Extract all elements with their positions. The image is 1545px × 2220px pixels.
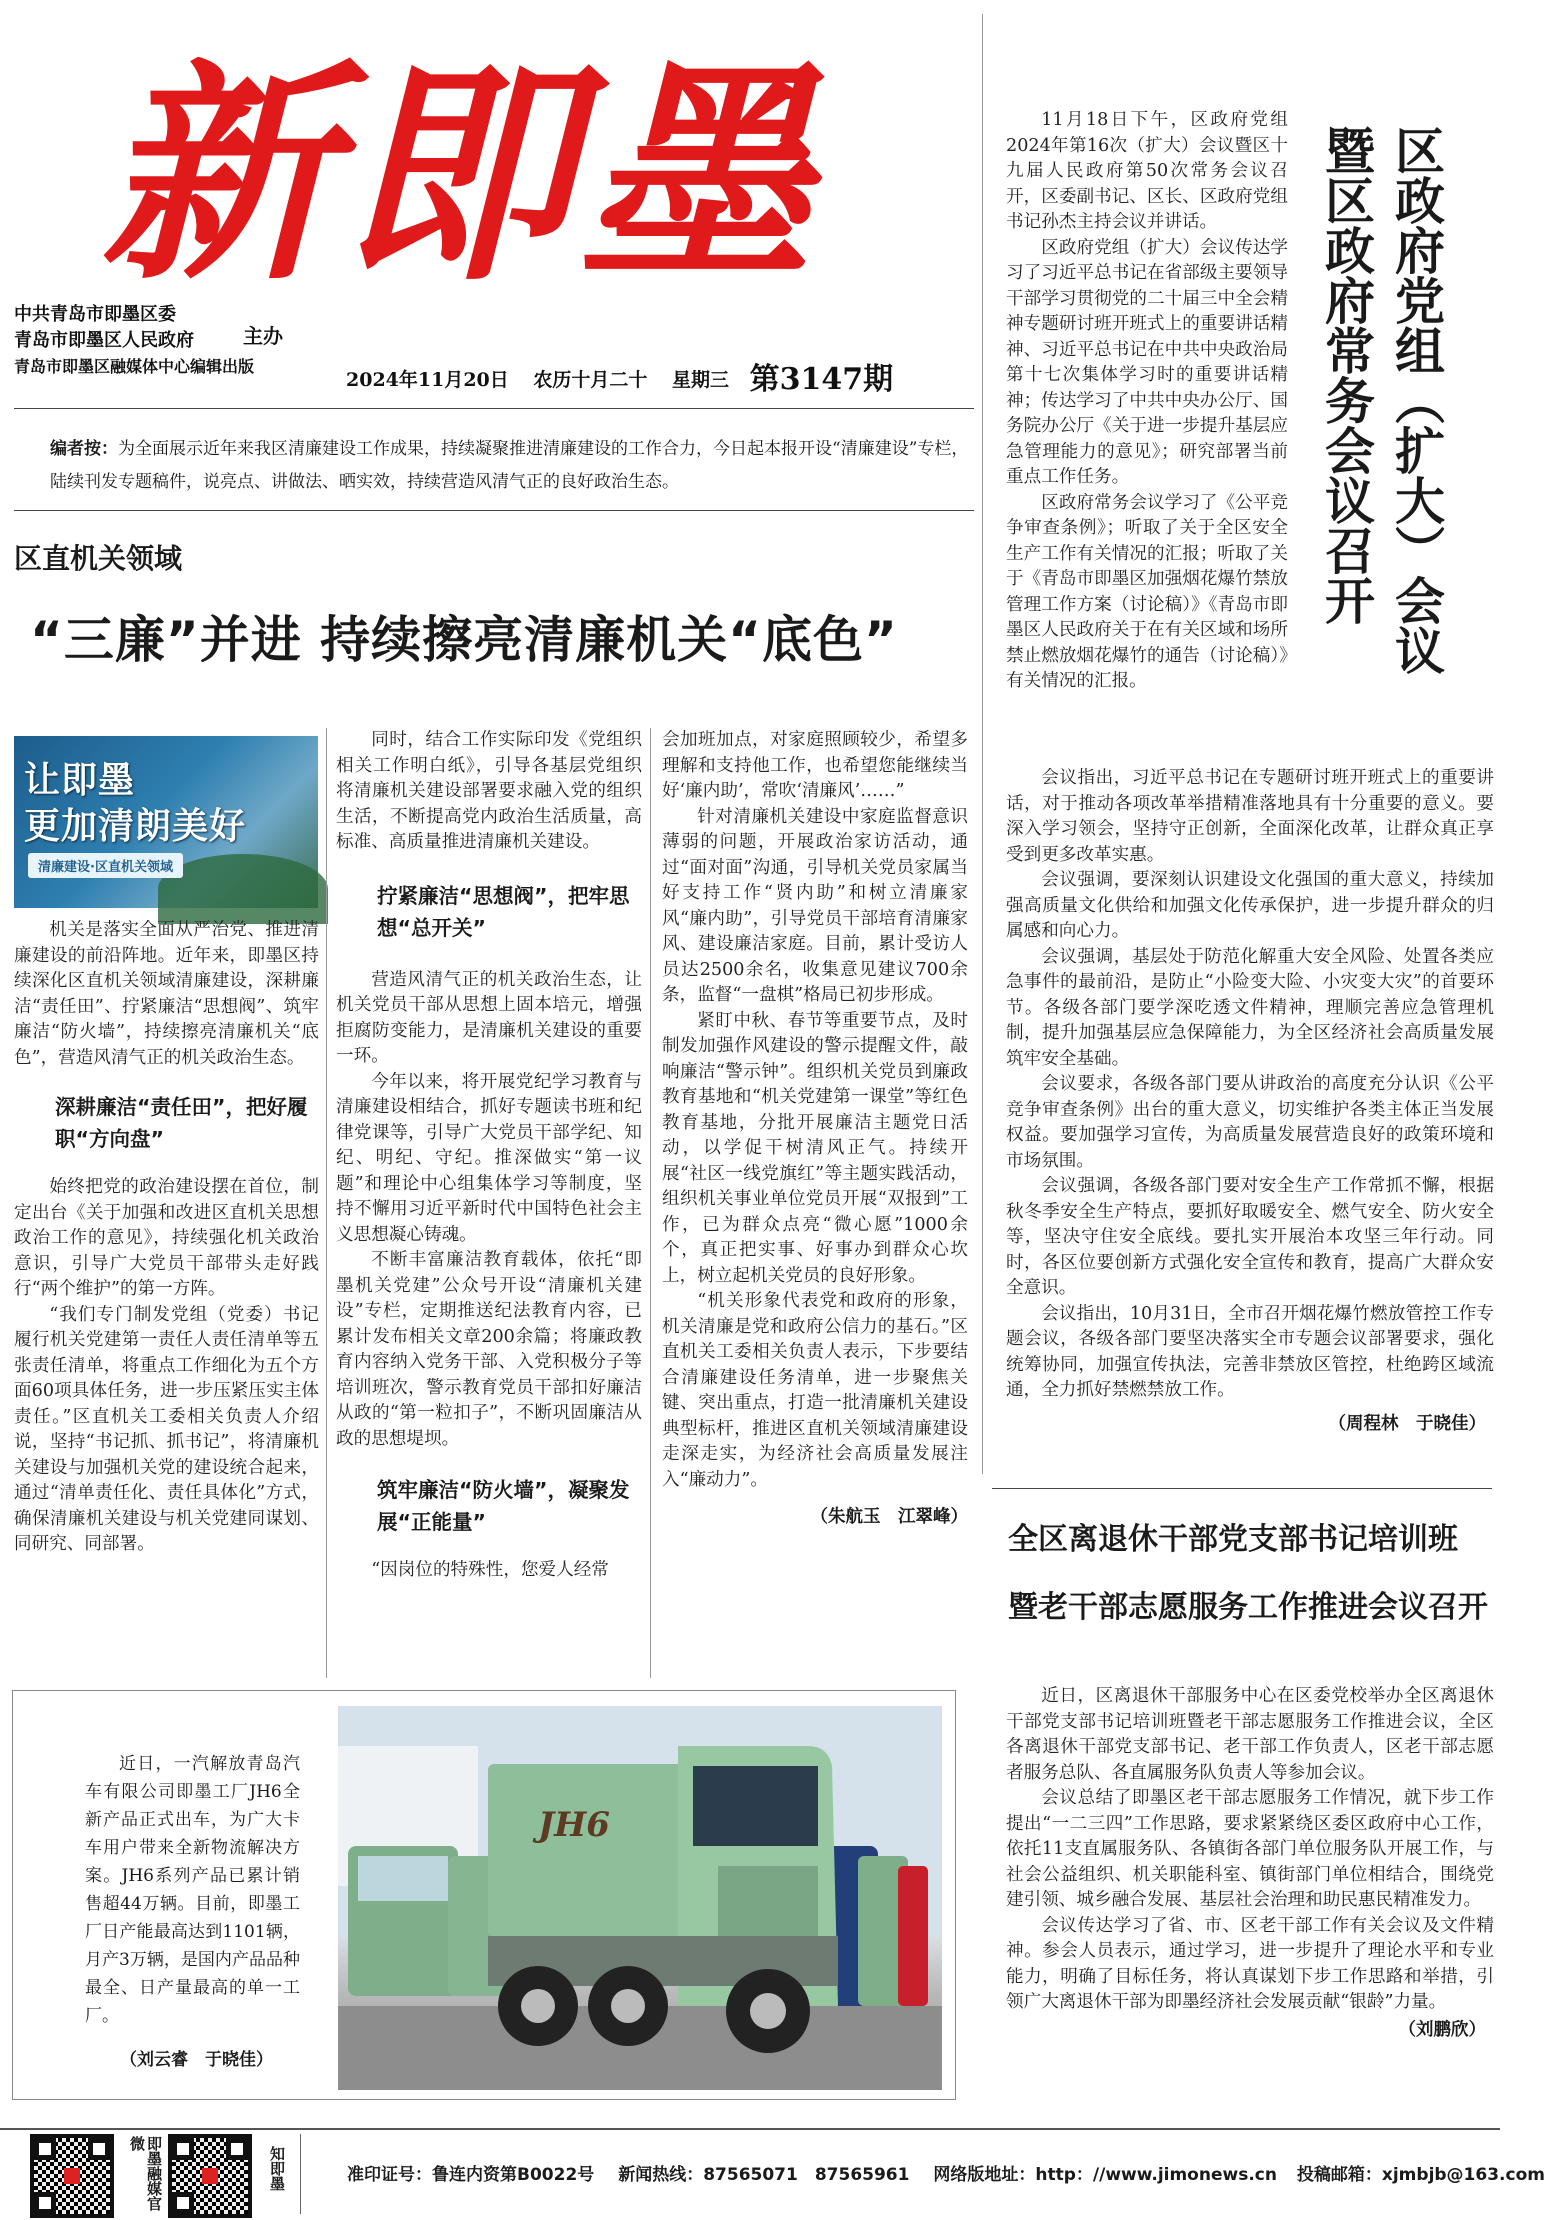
submission-email[interactable]: 投稿邮箱：xjmbjb@163.com — [1296, 2165, 1545, 2185]
r1-headline-line2: 暨区政府常务会议召开 — [1317, 125, 1375, 625]
banner-badge: 清廉建设·区直机关领域 — [28, 853, 183, 878]
section-kicker: 区直机关领域 — [14, 542, 183, 575]
masthead-title: 新即墨 — [100, 38, 821, 311]
r1-column-top — [1006, 108, 1288, 695]
paragraph: 11月18日下午，区政府党组2024年第16次（扩大）会议暨区十九届人民政府第50次常务会议召开，区委副书记、区长、区政府党组书记孙杰主持会议并讲话。 — [1006, 110, 1288, 232]
truck-plate: JH6 — [538, 1805, 610, 1845]
lead-column-2 — [336, 728, 642, 1584]
paragraph: 今年以来，将开展党纪学习教育与清廉建设相结合，抓好专题读书班和纪律党课等，引导广大党员干部学纪、知纪、明纪、守纪。推深做实“第一议题”和理论中心组集体学习等制度，坚持不懈用习近平新时代中国特色社会主义思想凝心铸魂。 — [336, 1071, 642, 1245]
banner-title-line1: 让即墨 — [24, 760, 136, 801]
article-byline: （周程林 于晓佳） — [1328, 1413, 1486, 1434]
paragraph: 近日，区离退休干部服务中心在区委党校举办全区离退休干部党支部书记培训班暨老干部志愿服务工作推进会议，全区各离退休干部党支部书记、老干部工作负责人，区老干部志愿者服务总队、各直属服务队负责人等参加会议。 — [1006, 1686, 1494, 1783]
paragraph: 会议传达学习了省、市、区老干部工作有关会议及文件精神。参会人员表示，通过学习，进一步提升了理论水平和专业能力，明确了目标任务，将认真谋划下步工作思路和举措，引领广大离退休干部为即墨经济社会发展贡献“银龄”力量。 — [1006, 1915, 1494, 2012]
masthead-calligraphy — [80, 18, 821, 311]
r2-headline-line2: 暨老干部志愿服务工作推进会议召开 — [1008, 1590, 1488, 1625]
banner-landscape — [158, 854, 328, 924]
paragraph: “我们专门制发党组（党委）书记履行机关党建第一责任人责任清单等五张责任清单，将重点工作细化为五个方面60项具体任务，进一步压紧压实主体责任。”区直机关工委相关负责人介绍说，坚持“书记抓、抓书记”，将清廉机关建设与加强机关党的建设统合起来，通过“清单责任化、责任具体化”方式，确保清廉机关建设与机关党建同谋划、同研究、同部署。 — [14, 1304, 319, 1554]
footer-divider — [0, 2128, 1500, 2130]
lunar-date: 农历十月二十 — [533, 369, 648, 391]
paragraph: 会议强调，各级各部门要对安全生产工作常抓不懈，根据秋冬季安全生产特点，要抓好取暖安全、燃气安全、防火安全等，坚决守住安全底线。要扎实开展治本攻坚三年行动。同时，各区位要创新方式强化安全宣传和教育，提高广大群众安全意识。 — [1006, 1176, 1494, 1298]
issue-date: 2024年11月20日 — [346, 369, 509, 391]
sponsor-tag: 主办 — [243, 324, 283, 348]
truck-photo — [338, 1706, 942, 2090]
qr-code-2[interactable] — [168, 2134, 252, 2218]
lead-column-1 — [14, 918, 319, 1558]
news-hotline: 新闻热线：87565071 87565961 — [618, 2165, 910, 2185]
column-rule — [650, 728, 651, 1678]
paragraph: 针对清廉机关建设中家庭监督意识薄弱的问题，开展政治家访活动，通过“面对面”沟通，引导机关党员家属当好支持工作“贤内助”和树立清廉家风“廉内助”，引导党员干部培育清廉家风、建设廉洁家庭。目前，累计受访人员达2500余名，收集意见建议700余条，监督“一盘棋”格局已初步形成。 — [662, 806, 968, 1005]
r2-column — [1006, 1684, 1494, 2041]
issue-number: 第3147期 — [749, 362, 894, 397]
subheading: 筑牢廉洁“防火墙”，凝聚发展“正能量” — [377, 1478, 630, 1534]
website-link[interactable]: 网络版地址：http：//www.jimonews.cn — [933, 2165, 1277, 2185]
paragraph: 机关是落实全面从严治党、推进清廉建设的前沿阵地。近年来，即墨区持续深化区直机关领域清廉建设，深耕廉洁“责任田”、拧紧廉洁“思想阀”、筑牢廉洁“防火墙”，持续擦亮清廉机关“底色”，营造风清气正的机关政治生态。 — [14, 920, 319, 1068]
r1-headline-block — [1298, 125, 1458, 685]
paragraph: 营造风清气正的机关政治生态，让机关党员干部从思想上固本培元，增强拒腐防变能力，是清廉机关建设的重要一环。 — [336, 969, 642, 1066]
sponsor-block — [14, 302, 254, 380]
r2-headline-line1: 全区离退休干部党支部书记培训班 — [1008, 1522, 1458, 1557]
r2-headline — [1008, 1506, 1488, 1642]
photo-byline: （刘云睿 于晓佳） — [120, 2050, 273, 2070]
main-headline: “三廉”并进 持续擦亮清廉机关“底色” — [30, 611, 898, 669]
paragraph: 会议强调，基层处于防范化解重大安全风险、处置各类应急事件的最前沿，是防止“小险变大险、小灾变大灾”的首要环节。各级各部门要学深吃透文件精神，理顺完善应急管理机制，提升加强基层应急保障能力，为全区经济社会高质量发展筑牢安全基础。 — [1006, 946, 1494, 1069]
paragraph: 会加班加点，对家庭照顾较少，希望多理解和支持他工作，也希望您能继续当好‘廉内助’，常吹‘清廉风’……” — [662, 730, 968, 801]
article-byline: （刘鹏欣） — [1398, 2019, 1486, 2040]
masthead-divider — [14, 408, 974, 409]
lead-column-3 — [662, 728, 968, 1528]
paragraph: 会议指出，习近平总书记在专题研讨班开班式上的重要讲话，对于推动各项改革举措精准落地具有十分重要的意义。要深入学习领会，坚持守正创新，全面深化改革，让群众真正享受到更多改革实惠。 — [1006, 768, 1494, 865]
paragraph: 会议强调，要深刻认识建设文化强国的重大意义，持续加强高质量文化供给和加强文化传承保护，进一步提升群众的归属感和向心力。 — [1006, 870, 1494, 941]
paragraph: 区政府常务会议学习了《公平竞争审查条例》；听取了关于全区安全生产工作有关情况的汇报；听取了关于《青岛市即墨区加强烟花爆竹禁放管理工作方案（讨论稿）》《青岛市即墨区人民政府关于在有关区域和场所禁止燃放烟花爆竹的通告（讨论稿）》有关情况的汇报。 — [1006, 492, 1288, 691]
paragraph: 会议指出，10月31日，全市召开烟花爆竹燃放管控工作专题会议，各级各部门要坚决落实全市专题会议部署要求，强化统筹协同，加强宣传执法，完善非禁放区管控，杜绝跨区域流通，全力抓好禁燃禁放工作。 — [1006, 1303, 1494, 1400]
truck-illustration — [338, 1706, 942, 2090]
dateline — [346, 354, 893, 398]
masthead-logo — [80, 18, 821, 311]
sponsor-line: 青岛市即墨区人民政府 — [14, 330, 194, 351]
article-byline: （朱航玉 江翠峰） — [810, 1507, 968, 1527]
paragraph: “因岗位的特殊性，您爱人经常 — [371, 1560, 609, 1580]
print-license: 准印证号：鲁连内资第B0022号 — [347, 2165, 595, 2185]
editor-note-label: 编者按： — [50, 439, 118, 459]
sponsor-line: 中共青岛市即墨区委 — [14, 304, 176, 325]
article-divider — [992, 1488, 1492, 1489]
editor-note-text: 为全面展示近年来我区清廉建设工作成果，持续凝聚推进清廉建设的工作合力，今日起本报开设“清廉建设”专栏，陆续刊发专题稿件，说亮点、讲做法、晒实效，持续营造风清气正的良好政治生态。 — [50, 439, 969, 492]
r1-column-full — [1006, 766, 1494, 1435]
column-banner — [14, 736, 318, 908]
paragraph: 紧盯中秋、春节等重要节点，及时制发加强作风建设的警示提醒文件，敲响廉洁“警示钟”。组织机关党员到廉政教育基地和“机关党建第一课堂”等红色教育基地，分批开展廉洁主题党日活动，以学促干树清风正气。持续开展“社区一线党旗红”等主题实践活动，组织机关事业单位党员开展“双报到”工作，已为群众点亮“微心愿”1000余个，真正把实事、好事办到群众心坎上，树立起机关党员的良好形象。 — [662, 1010, 968, 1286]
paragraph: 会议要求，各级各部门要从讲政治的高度充分认识《公平竞争审查条例》出台的重大意义，切实维护各类主体正当发展权益。要加强学习宣传，为高质量发展营造良好的政策环境和市场氛围。 — [1006, 1074, 1494, 1171]
column-rule — [326, 728, 327, 1678]
paragraph: 始终把党的政治建设摆在首位，制定出台《关于加强和改进区直机关思想政治工作的意见》，持续强化机关政治意识，引导广大党员干部带头走好践行“两个维护”的第一方阵。 — [14, 1177, 319, 1299]
editor-note — [50, 433, 970, 499]
sponsor-line: 青岛市即墨区融媒体中心编辑出版 — [14, 357, 255, 376]
paragraph: 区政府党组（扩大）会议传达学习了习近平总书记在省部级主要领导干部学习贯彻党的二十届三中全会精神专题研讨班开班式上的重要讲话精神、习近平总书记在中共中央政治局第十七次集体学习时的重要讲话精神；传达学习了中共中央办公厅、国务院办公厅《关于进一步提升基层应急管理能力的意见》；研究部署当前重点工作任务。 — [1006, 237, 1288, 487]
qr-code-2-label: 知即墨 — [268, 2146, 286, 2191]
footer-rule — [300, 2134, 301, 2214]
banner-title-line2: 更加清朗美好 — [24, 806, 247, 847]
paragraph: 不断丰富廉洁教育载体，依托“即墨机关党建”公众号开设“清廉机关建设”专栏，定期推送纪法教育内容，已累计发布相关文章200余篇；将廉政教育内容纳入党务干部、入党积极分子等培训班次，警示教育党员干部扣好廉洁从政的“第一粒扣子”，不断巩固廉洁从政的思想堤坝。 — [336, 1250, 642, 1449]
qr-code-1[interactable] — [30, 2134, 114, 2218]
footer-info — [347, 2160, 1545, 2185]
paragraph: “机关形象代表党和政府的形象，机关清廉是党和政府公信力的基石。”区直机关工委相关负责人表示，下步要结合清廉建设任务清单，进一步聚焦关键、突出重点，打造一批清廉机关建设典型标杆，推进区直机关领域清廉建设走深走实，为经济社会高质量发展注入“廉动力”。 — [662, 1291, 968, 1490]
subheading: 拧紧廉洁“思想阀”，把牢思想“总开关” — [377, 883, 630, 940]
photo-caption: 近日，一汽解放青岛汽车有限公司即墨工厂JH6全新产品正式出车，为广大卡车用户带来全新物流解决方案。JH6系列产品已累计销售超44万辆。目前，即墨工厂日产能最高达到1101辆，月产3万辆，是国内产品品种最全、日产量最高的单一工厂。 — [85, 1754, 300, 2026]
r1-headline-line1: 区政府党组（扩大）会议 — [1387, 125, 1445, 675]
subheading: 深耕廉洁“责任田”，把好履职“方向盘” — [55, 1095, 308, 1151]
page-column-rule — [982, 14, 983, 1474]
paragraph: 会议总结了即墨区老干部志愿服务工作情况，就下步工作提出“一二三四”工作思路，要求紧紧绕区委区政府中心工作，依托11支直属服务队、各镇街各部门单位服务队开展工作，与社会公益组织、机关职能科室、镇街部门单位相结合，围绕党建引领、城乡融合发展、基层社会治理和助民惠民精准发力。 — [1006, 1788, 1494, 1910]
paragraph: 同时，结合工作实际印发《党组织相关工作明白纸》，引导各基层党组织将清廉机关建设部署要求融入党的组织生活，不断提高党内政治生活质量，高标准、高质量推进清廉机关建设。 — [336, 730, 642, 852]
section-divider — [14, 510, 974, 511]
weekday: 星期三 — [672, 369, 730, 391]
qr-code-1-label: 即墨融媒官微 — [128, 2136, 163, 2211]
